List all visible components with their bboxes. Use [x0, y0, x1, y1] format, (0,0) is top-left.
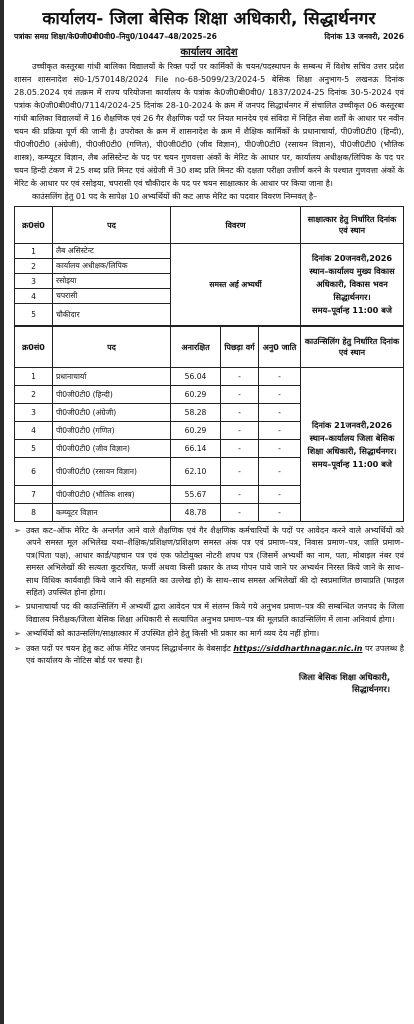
col-post-header: पद [53, 327, 171, 368]
row-sn: 1 [15, 244, 53, 259]
note-text: उक्त कट–ऑफ मेरिट के अन्तर्गत आने वाले शैक्षणिक एवं गैर शैक्षणिक कर्मचारियों के पदों पर आवेदन करने वाले अभ्यर्थियों को अपने समस्त मूल अभिलेख यथा–शैक्षिक/प्रशिक्षण/प्रशिक्षण समस्त अंक पत्र एवं प्रमाण–पत्र, निवास प्रमाण–पत्र, जाति प्रमाण–पत्र(पिता पक्ष), आधार कार्ड/पहचान पत्र एवं एक फोटोयुक्त नोटरी शपथ पत्र (जिसमें अभ्यर्थी का नाम, पता, मोबाइल नंबर एवं समस्त अभिलेखों की सत्यता कूटरचित, फर्जी अथवा किसी प्रकार के तथ्य गोपन पाये जाने पर अभ्यर्थन निरस्त किये जाने के साथ–साथ विधिक कार्यवाही किये जाने की सहमति का उल्लेख हो) के साथ–साथ समस्त अभिलेखों की दो स्वप्रमाणित छायाप्रति (फाइल सहित) उपस्थित होना होगा। [26, 526, 404, 598]
row-obc: - [221, 404, 259, 422]
arrow-bullet-icon: ➢ [14, 629, 21, 639]
row-unreserved: 60.29 [171, 386, 221, 404]
row-post: प्रधानाचार्या [53, 368, 171, 386]
col-sn-header: क्र0सं0 [15, 207, 53, 244]
row-obc: - [221, 386, 259, 404]
note-text: अभ्यर्थियों को काउन्सलिंग/साक्षात्कार में उपस्थित होने हेतु किसी भी प्रकार का मार्ग व्यय देय नहीं होगा। [26, 629, 320, 639]
reference-line [14, 32, 404, 42]
row-unreserved: 62.10 [171, 458, 221, 486]
row-unreserved: 66.14 [171, 440, 221, 458]
row-sc: - [259, 458, 301, 486]
row-obc: - [221, 422, 259, 440]
row-post: पी0जी0टी0 (रसायन विज्ञान) [53, 458, 171, 486]
row-post: रसोइया [53, 274, 171, 289]
row-sc: - [259, 422, 301, 440]
row-unreserved: 58.28 [171, 404, 221, 422]
col-post-header: पद [53, 207, 171, 244]
row-sn: 8 [15, 504, 53, 522]
row-unreserved: 48.78 [171, 504, 221, 522]
arrow-bullet-icon: ➢ [14, 526, 21, 535]
row-sn: 5 [15, 304, 53, 326]
venue-text: दिनांक 21जनवरी,2026 स्थान–कार्यालय जिला बेसिक शिक्षा अधिकारी, सिद्धार्थनगर। [307, 419, 397, 456]
row-sn: 3 [15, 274, 53, 289]
order-date: दिनांक 13 जनवरी, 2026 [324, 32, 404, 41]
row-sc: - [259, 440, 301, 458]
body-paragraph: उच्चीकृत कस्तूरबा गांधी बालिका विद्यालयों के रिक्त पदों पर कार्मिकों के चयन/पदस्थापन के सम्बन्ध में विशेष सचिव उत्तर प्रदेश शासन शासनादेश सं0-1/570148/2024 File no-68-5099/23/2024-5 बेसिक शिक्षा अनुभाग-5 लखनऊ दिनांक 28.05.2024 एवं तत्क्रम में राज्य परियोजना कार्यालय के पत्रांक के0जी0बी0वी0/ 1837/2024-25 दिनांक 30-5-2024 एवं पत्रांक के0जी0बी0वी0/7114/2024-25 दिनांक 28-10-2024 के क्रम में जनपद सिद्धार्थनगर में संचालित उच्चीकृत 06 कस्तूरबा गांधी बालिका विद्यालयों में 16 शैक्षणिक एवं 26 गैर शैक्षणिक पदों पर नियत मानदेय एवं संविदा में निहित सेवा शर्तों के आधार पर नवीन चयन की प्रक्रिया पूर्ण की जानी है। उपरोक्त के क्रम में शासनादेश के क्रम में शैक्षिक कार्मिकों के प्रधानाचार्या, पी0जी0टी0 (हिन्दी), पी0जी0टी0 (अंग्रेजी), पी0जी0टी0 (गणित), पी0जी0टी0 (जीव विज्ञान), पी0जी0टी0 (रसायन विज्ञान), पी0जी0टी0 (भौतिक शास्त्र), कम्प्यूटर विज्ञान, लैब असिस्टेन्ट के पद पर चयन गुणवत्ता अंकों के मेरिट के आधार पर, कार्यालय अधीक्षक/लिपिक के पद पर चयन हिन्दी टंकण में 25 शब्द प्रति मिनट एवं अंग्रेजी में 30 शब्द प्रति मिनट की दक्षता परीक्षा उत्तीर्ण करने के पश्चात गुणवत्ता अंकों के मेरिट के आधार पर एवं रसोइया, चपरासी एवं चौकीदार के पद पर चयन साक्षात्कार के आधार पर किया जाना है। [14, 62, 404, 188]
row-post: कम्प्यूटर विज्ञान [53, 504, 171, 522]
row-unreserved: 56.04 [171, 368, 221, 386]
col-venue-header: साक्षात्कार हेतु निर्धारित दिनांक एवं स्थान [301, 207, 404, 244]
list-item [14, 525, 404, 599]
table-header-row [15, 207, 404, 244]
table-header-row [15, 327, 404, 368]
row-sn: 4 [15, 422, 53, 440]
note-text-before-link: उक्त पदों पर चयन हेतु कट ऑफ मेरिट जनपद सिद्धार्थनगर के वेबसाईट [26, 643, 231, 653]
row-sn: 4 [15, 289, 53, 304]
col-sn-header: क्र0सं0 [15, 327, 53, 368]
office-title: कार्यालय- जिला बेसिक शिक्षा अधिकारी, सिद्धार्थनगर [42, 9, 376, 29]
col-obc-header: पिछड़ा वर्ग [221, 327, 259, 368]
row-sn: 1 [15, 368, 53, 386]
col-details-header: विवरण [171, 207, 301, 244]
note-text-after-link: पर उपलब्ध है एवं कार्यालय के नोटिस बोर्ड पर चस्पा है। [26, 643, 404, 666]
venue-text: दिनांक 20जनवरी,2026 स्थान–कार्यालय मुख्य विकास अधिकारी, विकास भवन सिद्धार्थनगर। [309, 253, 395, 302]
row-sn: 3 [15, 404, 53, 422]
row-sc: - [259, 404, 301, 422]
row-sn: 6 [15, 458, 53, 486]
venue-cell [301, 244, 404, 326]
arrow-bullet-icon: ➢ [14, 643, 21, 653]
col-unreserved-header: अनारक्षित [171, 327, 221, 368]
row-post: पी0जी0टी0 (अंग्रेजी) [53, 404, 171, 422]
row-post: पी0जी0टी0 (जीव विज्ञान) [53, 440, 171, 458]
row-sn: 7 [15, 486, 53, 504]
arrow-bullet-icon: ➢ [14, 602, 21, 612]
signature-block [14, 671, 404, 695]
row-post: चपरासी [53, 289, 171, 304]
table-row [15, 244, 404, 259]
signature-line-1: जिला बेसिक शिक्षा अधिकारी, [298, 672, 390, 683]
row-post: चौकीदार [53, 304, 171, 326]
row-sc: - [259, 368, 301, 386]
row-post: कार्यालय अधीक्षक/लिपिक [53, 259, 171, 274]
interview-table [14, 206, 404, 326]
row-sc: - [259, 504, 301, 522]
row-sc: - [259, 486, 301, 504]
intro-line: काउंसलिंग हेतु 01 पद के सापेक्ष 10 अभ्यर्थियों की कट आफ मेरिट का पदवार विवरण निम्नवत् है– [32, 192, 318, 201]
row-sn: 5 [15, 440, 53, 458]
notes-list [14, 525, 404, 667]
row-obc: - [221, 440, 259, 458]
col-venue-header: काउन्सिलिंग हेतु निर्धारित दिनांक एवं स्थान [301, 327, 404, 368]
row-sc: - [259, 386, 301, 404]
row-obc: - [221, 368, 259, 386]
row-obc: - [221, 504, 259, 522]
reference-number: पत्रांकः समग्र शिक्षा/के0जी0बी0वी0–नियु0/10447–48/2025–26 [14, 32, 217, 41]
row-unreserved: 55.67 [171, 486, 221, 504]
order-subtitle: कार्यालय आदेश [180, 47, 238, 58]
row-post: पी0जी0टी0 (भौतिक शास्त्र) [53, 486, 171, 504]
row-post: लैब असिस्टेन्ट [53, 244, 171, 259]
cutoff-merit-table [14, 326, 404, 522]
details-cell: समस्त अर्ह अभ्यर्थी [171, 244, 301, 326]
row-unreserved: 60.29 [171, 422, 221, 440]
list-item [14, 628, 404, 640]
row-sn: 2 [15, 386, 53, 404]
table-row [15, 368, 404, 386]
venue-time: समय–पूर्वान्ह 11:00 बजे [312, 458, 392, 469]
note-text: प्रधानाचार्या पद की काउन्सिलिंग में अभ्यर्थी द्वारा आवेदन पत्र में संलग्न किये गये अनुभव प्रमाण–पत्र की सम्बन्धित जनपद के जिला विद्यालय निरीक्षक/जिला बेसिक शिक्षा अधिकारी से सत्यापित अनुभव प्रमाण–पत्र की मूलप्रति काउन्सिलिंग में लाना अनिवार्य होगा। [26, 602, 404, 624]
col-sc-header: अनु0 जाति [259, 327, 301, 368]
list-item [14, 643, 404, 668]
note-text [26, 643, 404, 668]
row-sn: 2 [15, 259, 53, 274]
row-obc: - [221, 458, 259, 486]
signature-line-2: सिद्धार्थनगर। [351, 684, 390, 695]
row-post: पी0जी0टी0 (गणित) [53, 422, 171, 440]
row-obc: - [221, 486, 259, 504]
venue-cell [301, 368, 404, 522]
row-post: पी0जी0टी0 (हिन्दी) [53, 386, 171, 404]
list-item [14, 601, 404, 626]
venue-time: समय–पूर्वान्ह 11:00 बजे [312, 305, 392, 315]
website-link[interactable]: https://siddharthnagar.nic.in [233, 643, 363, 653]
